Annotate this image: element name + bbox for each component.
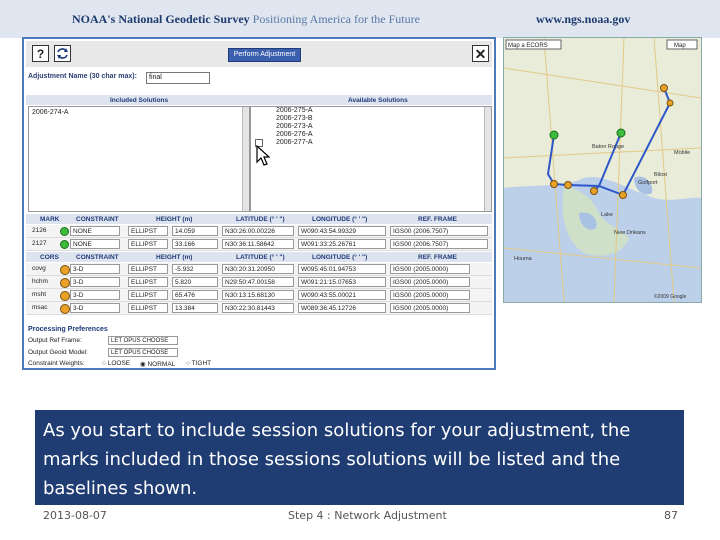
- footer-date: 2013-08-07: [43, 509, 107, 522]
- height-type-select[interactable]: ELLIPST: [128, 277, 168, 287]
- map-canvas[interactable]: [504, 38, 701, 302]
- solutions-header: [26, 95, 492, 105]
- help-button[interactable]: ?: [32, 45, 49, 62]
- weight-normal-label: NORMAL: [147, 361, 176, 368]
- map-mode-label: Map: [674, 43, 686, 49]
- map-place-label: Biloxi: [654, 172, 668, 178]
- col-cors: CORS: [40, 254, 59, 261]
- included-solutions-header: Included Solutions: [110, 97, 169, 104]
- available-solution-item[interactable]: 2006-275-A: [276, 107, 313, 114]
- map-place-label: Lake: [601, 212, 613, 218]
- output-geoid-label: Output Geoid Model:: [28, 349, 88, 356]
- cors-marker-icon: [60, 291, 70, 301]
- constraint-select[interactable]: 3-D: [70, 264, 120, 274]
- height-field[interactable]: 5.820: [172, 277, 218, 287]
- table-row: [26, 302, 492, 315]
- col-ref-frame: REF. FRAME: [418, 254, 457, 261]
- longitude-field[interactable]: W090:43:55.00021: [298, 290, 386, 300]
- col-mark: MARK: [40, 216, 60, 223]
- ref-frame-select[interactable]: IGS00 (2006.7507): [390, 226, 488, 236]
- longitude-field[interactable]: W089:36:45.12726: [298, 303, 386, 313]
- constraint-select[interactable]: NONE: [70, 239, 120, 249]
- available-solutions-list[interactable]: [250, 106, 492, 212]
- latitude-field[interactable]: N30:20:31.20950: [222, 264, 294, 274]
- table-row: [26, 238, 492, 251]
- mark-id: 2127: [32, 240, 47, 247]
- cors-marker[interactable]: [591, 188, 598, 195]
- cors-marker[interactable]: [661, 85, 668, 92]
- ngs-logo-text: [72, 12, 420, 27]
- height-type-select[interactable]: ELLIPST: [128, 303, 168, 313]
- col-constraint: CONSTRAINT: [76, 216, 119, 223]
- height-type-select[interactable]: ELLIPST: [128, 226, 168, 236]
- ref-frame-select[interactable]: IGS00 (2005.0000): [390, 303, 470, 313]
- longitude-field[interactable]: W091:33:25.26761: [298, 239, 386, 249]
- included-scrollbar[interactable]: [242, 107, 249, 211]
- opus-projects-window: [22, 37, 496, 370]
- cors-id: covg: [32, 265, 46, 272]
- table-row: [26, 289, 492, 302]
- network-map[interactable]: [503, 37, 702, 303]
- mark-id: 2126: [32, 227, 47, 234]
- perform-adjustment-button[interactable]: Perform Adjustment: [228, 48, 301, 62]
- footer-title: Step 4 : Network Adjustment: [288, 509, 447, 522]
- height-type-select[interactable]: ELLIPST: [128, 264, 168, 274]
- cors-marker-icon: [60, 278, 70, 288]
- cors-marker[interactable]: [667, 100, 673, 106]
- map-place-label: New Orleans: [614, 230, 646, 236]
- height-type-select[interactable]: ELLIPST: [128, 290, 168, 300]
- latitude-field[interactable]: N30:26:00.00226: [222, 226, 294, 236]
- footer-page-number: 87: [664, 509, 678, 522]
- website-url: www.ngs.noaa.gov: [536, 12, 631, 26]
- ref-frame-select[interactable]: IGS00 (2005.0000): [390, 277, 470, 287]
- height-field[interactable]: 65.476: [172, 290, 218, 300]
- col-height: HEIGHT (m): [156, 254, 193, 261]
- height-field[interactable]: 13.384: [172, 303, 218, 313]
- ref-frame-select[interactable]: IGS00 (2006.7507): [390, 239, 488, 249]
- org-tagline: Positioning America for the Future: [252, 12, 420, 26]
- mark-2127-marker[interactable]: [550, 131, 558, 139]
- map-place-label: Baton Rouge: [592, 144, 625, 150]
- weight-option-loose[interactable]: ○ LOOSE: [102, 360, 131, 367]
- col-latitude: LATITUDE (° ' "): [236, 254, 285, 261]
- available-solutions-header: Available Solutions: [348, 97, 408, 104]
- mark-status-icon: [60, 240, 69, 249]
- mouse-pointer-icon: [256, 145, 270, 167]
- longitude-field[interactable]: W095:45:01.94753: [298, 264, 386, 274]
- latitude-field[interactable]: N30:36:11.58642: [222, 239, 294, 249]
- col-longitude: LONGITUDE (° ' "): [312, 216, 368, 223]
- col-ref-frame: REF. FRAME: [418, 216, 457, 223]
- adjustment-name-label: Adjustment Name (30 char max):: [28, 73, 137, 80]
- longitude-field[interactable]: W091:21:15.07653: [298, 277, 386, 287]
- output-geoid-select[interactable]: LET OPUS CHOOSE: [108, 348, 178, 357]
- latitude-field[interactable]: N29:50:47.00158: [222, 277, 294, 287]
- ref-frame-select[interactable]: IGS00 (2005.0000): [390, 264, 470, 274]
- org-name: NOAA's National Geodetic Survey: [72, 12, 250, 26]
- available-solution-item[interactable]: 2006-273-B: [276, 115, 313, 122]
- table-row: [26, 263, 492, 276]
- constraint-select[interactable]: 3-D: [70, 290, 120, 300]
- cors-marker[interactable]: [551, 181, 558, 188]
- available-solution-item[interactable]: 2006-277-A: [276, 139, 313, 146]
- map-place-label: Gulfport: [638, 180, 658, 186]
- cors-marker-icon: [60, 265, 70, 275]
- constraint-weights-label: Constraint Weights:: [28, 360, 85, 367]
- marks-table-header: [26, 214, 492, 224]
- available-solution-item[interactable]: 2006-273-A: [276, 123, 313, 130]
- latitude-field[interactable]: N30:22:30.81443: [222, 303, 294, 313]
- weight-tight-label: TIGHT: [191, 360, 212, 367]
- map-type-label: Map a ECORS: [508, 43, 548, 49]
- refresh-icon[interactable]: [54, 45, 71, 62]
- longitude-field[interactable]: W090:43:54.99329: [298, 226, 386, 236]
- header-banner: [0, 0, 720, 38]
- output-ref-frame-label: Output Ref Frame:: [28, 337, 82, 344]
- weight-option-normal[interactable]: ◉ NORMAL: [140, 361, 176, 368]
- processing-preferences-header: Processing Preferences: [28, 326, 108, 333]
- map-place-label: Mobile: [674, 150, 691, 156]
- latitude-field[interactable]: N30:13:15.68130: [222, 290, 294, 300]
- included-solutions-list[interactable]: [28, 106, 250, 212]
- ref-frame-select[interactable]: IGS00 (2005.0000): [390, 290, 470, 300]
- weight-loose-label: LOOSE: [107, 360, 131, 367]
- height-field[interactable]: 33.166: [172, 239, 218, 249]
- cors-marker-icon: [60, 304, 70, 314]
- slide-caption-text: As you start to include session solutions for your adjustment, the marks included in those sessions solutions will be listed and the baselines shown.: [43, 420, 631, 499]
- cors-table-header: [26, 252, 492, 262]
- table-row: [26, 276, 492, 289]
- height-field[interactable]: -5.932: [172, 264, 218, 274]
- map-copyright: ©2009 Google: [654, 294, 687, 300]
- refresh-arrows-icon: [55, 46, 70, 61]
- constraint-select[interactable]: 3-D: [70, 277, 120, 287]
- col-height: HEIGHT (m): [156, 216, 193, 223]
- table-row: [26, 225, 492, 238]
- weight-option-tight[interactable]: ○ TIGHT: [186, 360, 212, 367]
- adjustment-name-input[interactable]: final: [146, 72, 210, 84]
- slide-caption-box: [35, 410, 684, 505]
- mark-status-icon: [60, 227, 69, 236]
- close-icon[interactable]: ✕: [472, 45, 489, 62]
- height-type-select[interactable]: ELLIPST: [128, 239, 168, 249]
- cors-id: hchm: [32, 278, 48, 285]
- mark-2126-marker[interactable]: [617, 129, 625, 137]
- map-place-label: Houma: [514, 256, 532, 262]
- col-longitude: LONGITUDE (° ' "): [312, 254, 368, 261]
- constraint-select[interactable]: NONE: [70, 226, 120, 236]
- cors-id: msht: [32, 291, 47, 298]
- constraint-select[interactable]: 3-D: [70, 303, 120, 313]
- col-constraint: CONSTRAINT: [76, 254, 119, 261]
- col-latitude: LATITUDE (° ' "): [236, 216, 285, 223]
- cors-id: msac: [32, 304, 48, 311]
- included-solution-item[interactable]: 2006-274-A: [32, 109, 69, 116]
- available-solution-item[interactable]: 2006-276-A: [276, 131, 313, 138]
- available-scrollbar[interactable]: [484, 107, 491, 211]
- window-toolbar: [26, 41, 492, 67]
- cors-marker[interactable]: [620, 192, 627, 199]
- output-ref-frame-select[interactable]: LET OPUS CHOOSE: [108, 336, 178, 345]
- height-field[interactable]: 14.059: [172, 226, 218, 236]
- cors-marker[interactable]: [565, 182, 572, 189]
